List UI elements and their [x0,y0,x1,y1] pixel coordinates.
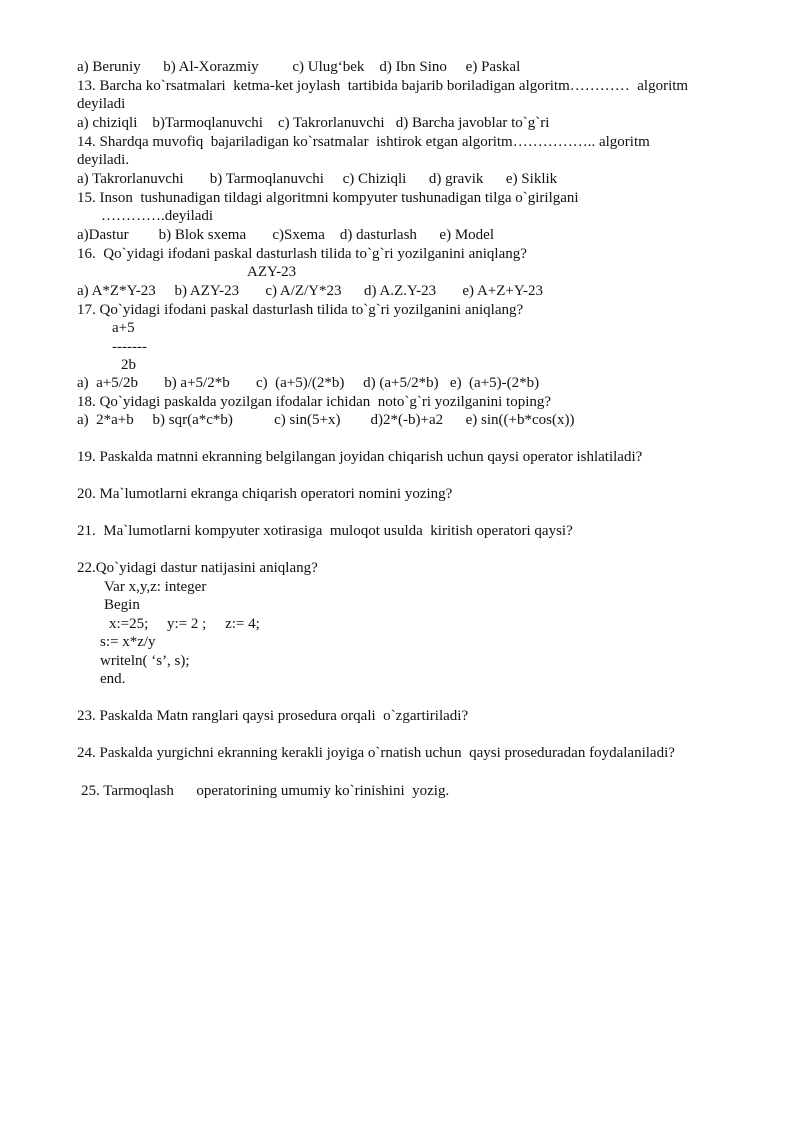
q17-options: a) a+5/2b b) a+5/2*b c) (a+5)/(2*b) d) (a+5/2*b) e) (a+5)-(2*b) [77,375,540,391]
q18-options: a) 2*a+b b) sqr(a*c*b) c) sin(5+x) d)2*(-b)+a2 e) sin((+b*cos(x)) [77,412,575,428]
q14-question-cont: deyiladi. [77,152,130,168]
code-line-var: Var x,y,z: integer [104,579,207,595]
q16-question: 16. Qo`yidagi ifodani paskal dasturlash tilida to`g`ri yozilganini aniqlang? [77,246,527,262]
q14-options: a) Takrorlanuvchi b) Tarmoqlanuvchi c) Chiziqli d) gravik e) Siklik [77,171,558,187]
q13-question-cont: deyiladi [77,96,126,112]
q23-question: 23. Paskalda Matn ranglari qaysi prosedura orqali o`zgartiriladi? [77,708,469,724]
q15-question: 15. Inson tushunadigan tildagi algoritmni kompyuter tushunadigan tilga o`girilgani [77,190,579,206]
q20-question: 20. Ma`lumotlarni ekranga chiqarish operatori nomini yozing? [77,486,453,502]
q17-denominator: 2b [121,357,136,373]
code-line-compute: s:= x*z/y [100,634,156,650]
q15-question-cont: ………….deyiladi [101,208,214,224]
q13-options: a) chiziqli b)Tarmoqlanuvchi c) Takrorlanuvchi d) Barcha javoblar to`g`ri [77,115,550,131]
code-line-begin: Begin [104,597,140,613]
q13-question: 13. Barcha ko`rsatmalari ketma-ket joylash tartibida bajarib boriladigan algoritm………… algoritm [77,78,689,94]
q17-fraction-bar: ------- [112,339,147,355]
q18-question: 18. Qo`yidagi paskalda yozilgan ifodalar ichidan noto`g`ri yozilganini toping? [77,394,552,410]
q25-question: 25. Tarmoqlash operatorining umumiy ko`rinishini yozig. [81,783,450,799]
q16-expression: AZY-23 [247,264,297,280]
q15-options: a)Dastur b) Blok sxema c)Sxema d) dasturlash e) Model [77,227,494,243]
q17-question: 17. Qo`yidagi ifodani paskal dasturlash tilida to`g`ri yozilganini aniqlang? [77,302,524,318]
q21-question: 21. Ma`lumotlarni kompyuter xotirasiga muloqot usulda kiritish operatori qaysi? [77,523,573,539]
code-line-writeln: writeln( ‘s’, s); [100,653,190,669]
code-line-end: end. [100,671,126,687]
q19-question: 19. Paskalda matnni ekranning belgilangan joyidan chiqarish uchun qaysi operator ishlatiladi? [77,449,643,465]
q22-question: 22.Qo`yidagi dastur natijasini aniqlang? [77,560,318,576]
code-line-assign: x:=25; y:= 2 ; z:= 4; [109,616,260,632]
q14-question: 14. Shardqa muvofiq bajariladigan ko`rsatmalar ishtirok etgan algoritm…………….. algoritm [77,134,650,150]
q17-numerator: a+5 [112,320,135,336]
q24-question: 24. Paskalda yurgichni ekranning kerakli joyiga o`rnatish uchun qaysi proseduradan foydalaniladi? [77,745,675,761]
q16-options: a) A*Z*Y-23 b) AZY-23 c) A/Z/Y*23 d) A.Z.Y-23 e) A+Z+Y-23 [77,283,544,299]
q12-options: a) Beruniy b) Al-Xorazmiy c) Ulug‘bek d) Ibn Sino e) Paskal [77,59,521,75]
